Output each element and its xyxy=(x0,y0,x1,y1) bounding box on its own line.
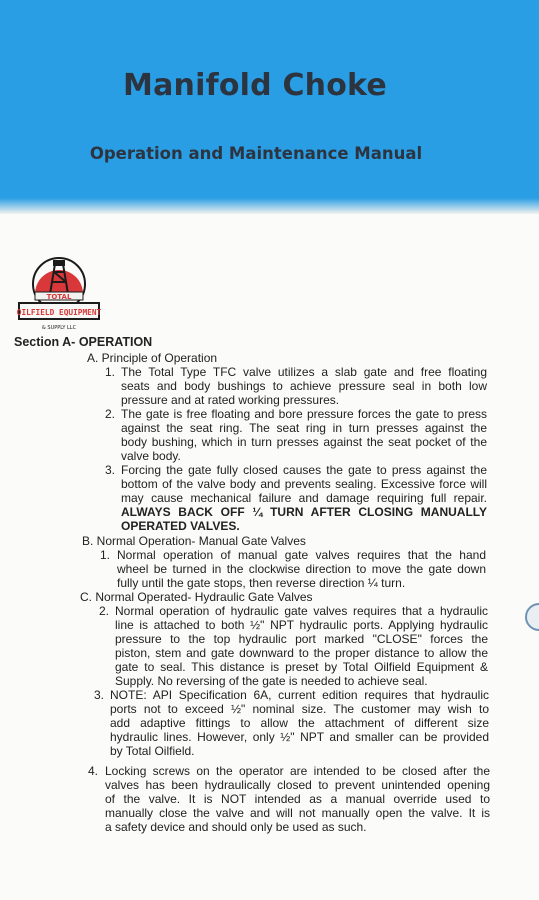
item-line: fully until the gate stops, then reverse direction ¼ turn. xyxy=(117,576,406,590)
item-line: of the valve. It is NOT intended as a manual override used to xyxy=(105,792,490,806)
warning-text: OPERATED VALVES. xyxy=(121,519,240,533)
list-number: 2. xyxy=(99,604,110,618)
item-line: seats and body bushings to achieve pressure seal in both low xyxy=(121,379,487,393)
item-line: against the seat ring. The seat ring in turn presses against the xyxy=(121,421,487,435)
list-number: 3. xyxy=(105,463,116,477)
subsection-c-label: C. Normal Operated- Hydraulic Gate Valves xyxy=(80,590,313,604)
item-line: pressure to the top hydraulic port marked "CLOSE" forces the xyxy=(115,632,488,646)
list-number: 4. xyxy=(88,764,99,778)
logo-text-top: TOTAL xyxy=(46,293,72,301)
item-line: ports not to exceed ½" nominal size. The customer may wish to xyxy=(110,702,489,716)
item-line: The gate is free floating and bore pressure forces the gate to press xyxy=(121,407,487,421)
item-line: The Total Type TFC valve utilizes a slab gate and free floating xyxy=(121,365,487,379)
list-number: 3. xyxy=(94,688,105,702)
item-line: Forcing the gate fully closed causes the gate to press against the xyxy=(121,463,487,477)
list-number: 1. xyxy=(105,365,116,379)
item-line: Normal operation of hydraulic gate valves requires that a hydraulic xyxy=(115,604,488,618)
item-line: valve body. xyxy=(121,449,181,463)
item-line: pressure and at rated working pressures. xyxy=(121,393,340,407)
company-logo xyxy=(17,254,101,338)
item-line: Locking screws on the operator are intended to be closed after the xyxy=(105,764,490,778)
item-line: Normal operation of manual gate valves requires that the hand xyxy=(117,548,486,562)
item-line: bottom of the valve body and prevents sealing. Excessive force will xyxy=(121,477,487,491)
subsection-b-label: B. Normal Operation- Manual Gate Valves xyxy=(82,534,306,548)
item-line: wheel be turned in the clockwise direction to move the gate down xyxy=(117,562,486,576)
subsection-a-label: A. Principle of Operation xyxy=(87,351,218,365)
logo-text-sub: & SUPPLY LLC xyxy=(41,325,77,331)
page-edge-marker xyxy=(525,603,539,631)
item-line: Supply. No reversing of the gate is needed to achieve seal. xyxy=(115,674,428,688)
list-number: 1. xyxy=(100,548,111,562)
item-line: body bushing, which in turn presses against the seat pocket of the xyxy=(121,435,487,449)
item-line: may cause mechanical failure and damage requiring full repair. xyxy=(121,491,487,505)
warning-text: ALWAYS BACK OFF ¼ TURN AFTER CLOSING MANUALLY xyxy=(121,505,487,519)
list-number: 2. xyxy=(105,407,116,421)
item-line: a safety device and should only be used as such. xyxy=(105,820,367,834)
document-title: Manifold Choke xyxy=(123,68,387,103)
item-line: by Total Oilfield. xyxy=(110,744,195,758)
item-line: add adaptive fittings to allow the attachment of different size xyxy=(110,716,489,730)
item-line: gate to seal. This distance is preset by Total Oilfield Equipment & xyxy=(115,660,488,674)
document-subtitle: Operation and Maintenance Manual xyxy=(89,144,423,163)
item-line: NOTE: API Specification 6A, current edition requires that hydraulic xyxy=(110,688,489,702)
item-line: line is attached to both ½" NPT hydraulic ports. Applying hydraulic xyxy=(115,618,488,632)
item-line: valves has been hydraulically closed to prevent unintended opening xyxy=(105,778,490,792)
logo-text-main: OILFIELD EQUIPMENT xyxy=(17,308,101,317)
item-line: manually close the valve and will not manually open the valve. It is xyxy=(105,806,490,820)
banner-edge xyxy=(0,198,539,214)
item-line: hydraulic lines. However, only ½" NPT and smaller can be provided xyxy=(110,730,489,744)
item-line: piston, stem and gate downward to the proper distance to allow the xyxy=(115,646,488,660)
section-heading: Section A- OPERATION xyxy=(14,335,153,349)
